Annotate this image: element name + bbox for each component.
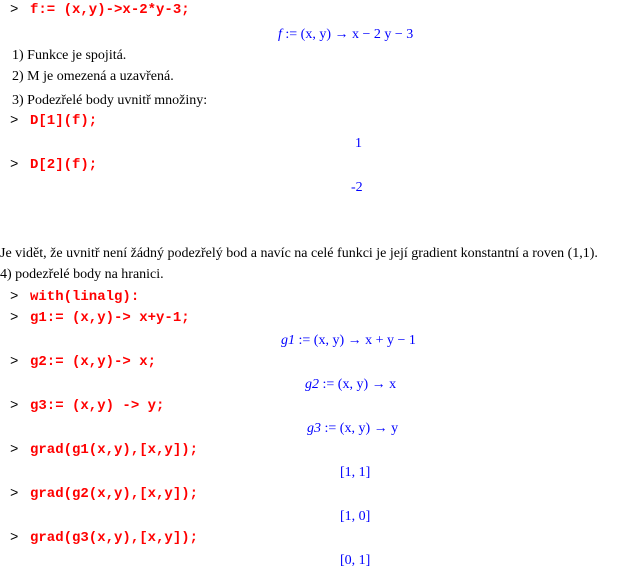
prompt-symbol: > <box>10 113 19 129</box>
command-input-g3[interactable]: g3:= (x,y) -> y; <box>30 398 165 414</box>
prompt-symbol: > <box>10 2 19 18</box>
command-input-grad-g1[interactable]: grad(g1(x,y),[x,y]); <box>30 442 199 458</box>
output-grad-g1: [1, 1] <box>340 465 371 480</box>
command-input-with-linalg[interactable]: with(linalg): <box>30 289 140 305</box>
command-input-d1[interactable]: D[1](f); <box>30 113 98 129</box>
output-g3-name: g3 <box>307 421 321 436</box>
output-g1-expression: := (x, y) → x + y − 1 <box>295 333 416 348</box>
text-line-4: Je vidět, že uvnitř není žádný podezřelý bod a navíc na celé funkci je její gradient konstantní a roven (1,1). <box>0 246 598 261</box>
output-f-expression: := (x, y) → x − 2 y − 3 <box>281 27 414 42</box>
output-grad-g3: [0, 1] <box>340 553 371 568</box>
command-input-f[interactable]: f:= (x,y)->x-2*y-3; <box>30 2 190 18</box>
output-f-name: f <box>278 27 282 42</box>
command-input-g1[interactable]: g1:= (x,y)-> x+y-1; <box>30 310 190 326</box>
output-g2-name: g2 <box>305 377 319 392</box>
output-f <box>278 27 413 43</box>
output-g1-name: g1 <box>281 333 295 348</box>
output-g3-expression: := (x, y) → y <box>321 421 399 436</box>
text-line-2: 2) M je omezená a uzavřená. <box>12 69 174 84</box>
output-g2-expression: := (x, y) → x <box>319 377 397 392</box>
command-input-grad-g3[interactable]: grad(g3(x,y),[x,y]); <box>30 530 199 546</box>
prompt-symbol: > <box>10 530 19 546</box>
prompt-symbol: > <box>10 289 19 305</box>
prompt-symbol: > <box>10 398 19 414</box>
text-line-5: 4) podezřelé body na hranici. <box>0 267 164 282</box>
prompt-symbol: > <box>10 354 19 370</box>
output-d1: 1 <box>355 136 362 151</box>
output-g1 <box>281 333 416 349</box>
output-g3 <box>307 421 398 437</box>
command-input-grad-g2[interactable]: grad(g2(x,y),[x,y]); <box>30 486 199 502</box>
prompt-symbol: > <box>10 442 19 458</box>
text-line-1: 1) Funkce je spojitá. <box>12 48 127 63</box>
output-g2 <box>305 377 396 393</box>
prompt-symbol: > <box>10 310 19 326</box>
command-input-g2[interactable]: g2:= (x,y)-> x; <box>30 354 157 370</box>
output-grad-g2: [1, 0] <box>340 509 371 524</box>
command-input-d2[interactable]: D[2](f); <box>30 157 98 173</box>
prompt-symbol: > <box>10 157 19 173</box>
output-d2: -2 <box>351 180 363 195</box>
text-line-3: 3) Podezřelé body uvnitř množiny: <box>12 93 208 108</box>
prompt-symbol: > <box>10 486 19 502</box>
